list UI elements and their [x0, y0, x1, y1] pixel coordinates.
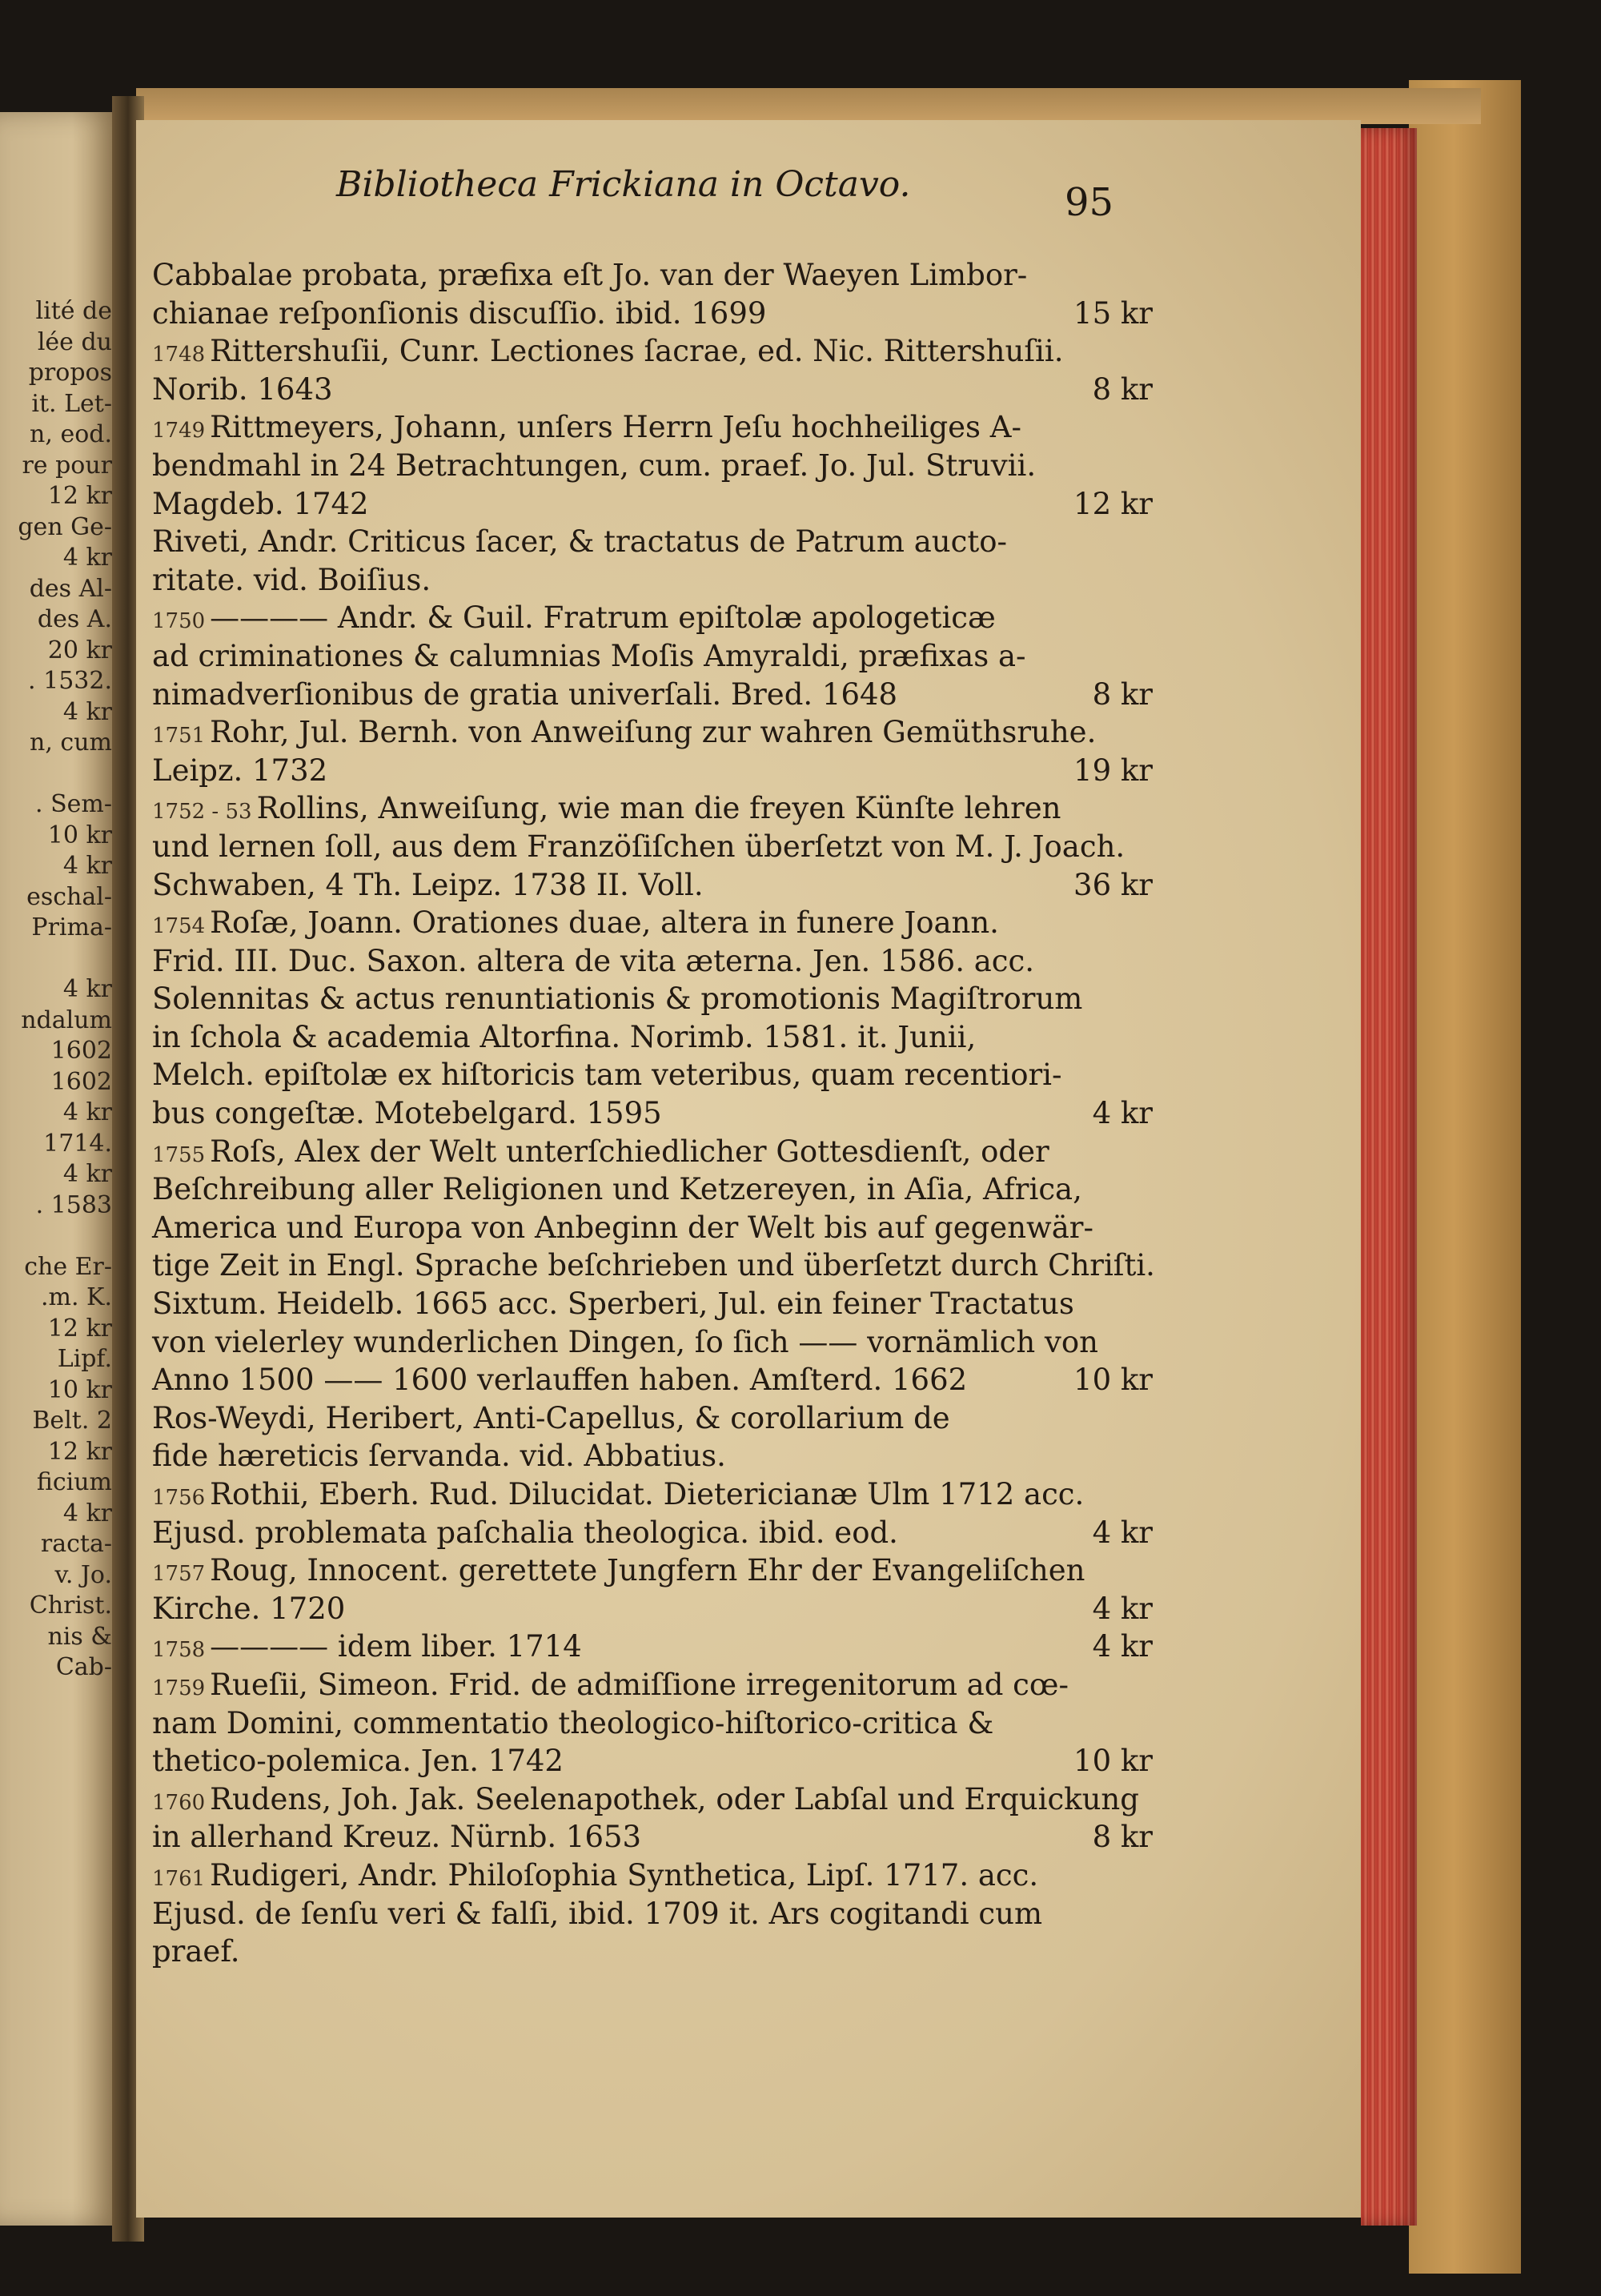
line-text-wrap [152, 1437, 726, 1475]
entry-price: 10 kr [1073, 1744, 1153, 1779]
catalog-line [152, 904, 1153, 942]
line-text: chianae reſponſionis discuſſio. ibid. 1699 [152, 295, 767, 331]
line-text-wrap [152, 1209, 1093, 1247]
catalog-line [152, 1666, 1153, 1704]
catalog-line [152, 1514, 1153, 1552]
line-text-wrap [152, 1895, 1042, 1933]
previous-page-line: . 1583 [35, 1190, 112, 1219]
line-text: von vielerley wunderlichen Dingen, ſo ſich —— vornämlich von [152, 1324, 1098, 1359]
line-text-wrap [152, 1856, 1038, 1899]
line-text-wrap [152, 1094, 662, 1133]
catalog-line [152, 789, 1153, 828]
catalog-line [152, 980, 1153, 1018]
line-text: in allerhand Kreuz. Nürnb. 1653 [152, 1820, 642, 1855]
line-text-wrap [152, 904, 999, 946]
line-text-wrap [152, 1285, 1074, 1323]
catalog-line [152, 1285, 1153, 1323]
previous-page-line: Christ. [29, 1592, 112, 1620]
catalog-line [152, 1742, 1153, 1780]
line-text-wrap [152, 713, 1096, 756]
line-text-wrap [152, 1133, 1049, 1175]
previous-page-line: 12 kr [47, 1314, 112, 1343]
line-text: und lernen ſoll, aus dem Franzöſiſchen überſetzt von M. J. Joach. [152, 829, 1126, 864]
catalog-line [152, 1056, 1153, 1094]
line-text: ad criminationes & calumnias Moſis Amyraldi, præfixas a- [152, 638, 1026, 673]
entry-number: 1761 [152, 1866, 206, 1891]
previous-page-line: Belt. 2 [32, 1407, 112, 1435]
line-text-wrap [152, 1018, 976, 1057]
line-text-wrap [152, 1933, 239, 1971]
catalog-line [152, 1590, 1153, 1628]
entry-number: 1748 [152, 343, 206, 367]
line-text: Rudigeri, Andr. Philoſophia Synthetica, Lipſ. 1717. acc. [210, 1857, 1039, 1893]
entry-price: 4 kr [1092, 1629, 1153, 1664]
line-text: Rueſii, Simeon. Frid. de admiſſione irregenitorum ad cœ- [210, 1667, 1069, 1702]
line-text: America und Europa von Anbeginn der Welt bis auf gegenwär- [152, 1210, 1093, 1245]
line-text: nimadverſionibus de gratia univerſali. Bred. 1648 [152, 676, 898, 712]
line-text-wrap [152, 408, 1021, 451]
previous-page-line: . 1532. [28, 667, 112, 695]
line-text-wrap [152, 1056, 1062, 1094]
entry-number: 1752 - 53 [152, 800, 252, 825]
line-text: Roſæ, Joann. Orationes duae, altera in funere Joann. [210, 905, 999, 941]
line-text-wrap [152, 1704, 993, 1743]
entry-price: 36 kr [1073, 867, 1153, 902]
catalog-line [152, 1323, 1153, 1362]
previous-page-line: ndalum [21, 1006, 112, 1034]
line-text-wrap [152, 1399, 950, 1438]
line-text-wrap [152, 485, 369, 524]
line-text: ———— idem liber. 1714 [210, 1629, 582, 1664]
line-text-wrap [152, 676, 897, 714]
catalog-line [152, 447, 1153, 485]
line-text: Rudens, Joh. Jak. Seelenapothek, oder Labſal und Erquickung [210, 1781, 1139, 1816]
line-text-wrap [152, 752, 327, 790]
previous-page-line: n, eod. [30, 420, 112, 448]
catalog-line [152, 371, 1153, 409]
line-text-wrap [152, 295, 766, 333]
running-header: Bibliotheca Frickiana in Octavo. [336, 164, 911, 205]
line-text: in ſchola & academia Altorfina. Norimb. 1581. it. Junii, [152, 1019, 977, 1054]
catalog-line [152, 599, 1153, 637]
previous-page-line: .m. K. [40, 1283, 112, 1311]
page-edges [1361, 128, 1417, 2226]
entry-price: 8 kr [1092, 371, 1153, 407]
previous-page-line: it. Let- [31, 389, 112, 418]
entry-price: 4 kr [1092, 1591, 1153, 1626]
previous-page [0, 112, 120, 2226]
catalog-line [152, 1094, 1153, 1133]
catalog-line [152, 1209, 1153, 1247]
catalog-entries [152, 256, 1153, 1971]
line-text: Ejusd. de ſenſu veri & falſi, ibid. 1709 it. Ars cogitandi cum [152, 1896, 1043, 1931]
catalog-line [152, 256, 1153, 295]
line-text: Schwaben, 4 Th. Leipz. 1738 II. Voll. [152, 867, 704, 902]
entry-price: 15 kr [1073, 295, 1153, 331]
previous-page-line: ficium [36, 1468, 112, 1496]
previous-page-line: lité de [35, 297, 112, 325]
line-text-wrap [152, 980, 1082, 1018]
entry-price: 8 kr [1092, 1820, 1153, 1855]
catalog-line [152, 828, 1153, 866]
previous-page-line: 10 kr [47, 821, 112, 849]
entry-number: 1750 [152, 609, 206, 634]
line-text: Roſs, Alex der Welt unterſchiedlicher Gottesdienſt, oder [210, 1134, 1049, 1169]
line-text-wrap [152, 1246, 1155, 1285]
line-text: tige Zeit in Engl. Sprache beſchrieben und überſetzt durch Chriſti. [152, 1248, 1155, 1283]
previous-page-line: des A. [37, 605, 112, 633]
entry-number: 1757 [152, 1562, 206, 1587]
catalog-line [152, 485, 1153, 524]
entry-price: 8 kr [1092, 676, 1153, 712]
catalog-line [152, 713, 1153, 752]
line-text-wrap [152, 828, 1125, 866]
line-text-wrap [152, 637, 1026, 676]
previous-page-line: Prima- [31, 913, 112, 941]
previous-page-line: des Al- [29, 574, 112, 603]
catalog-line [152, 561, 1153, 600]
line-text-wrap [152, 561, 431, 600]
book-cover-top [136, 88, 1481, 124]
line-text: ritate. vid. Boiſius. [152, 562, 431, 597]
entry-number: 1759 [152, 1676, 206, 1700]
catalog-line [152, 752, 1153, 790]
catalog-line [152, 866, 1153, 905]
entry-number: 1749 [152, 419, 206, 444]
previous-page-line: che Er- [24, 1252, 112, 1281]
line-text: Sixtum. Heidelb. 1665 acc. Sperberi, Jul. ein feiner Tractatus [152, 1286, 1074, 1322]
line-text: thetico-polemica. Jen. 1742 [152, 1744, 564, 1779]
entry-price: 12 kr [1073, 486, 1153, 521]
catalog-line [152, 1475, 1153, 1514]
catalog-line [152, 1895, 1153, 1933]
line-text: Kirche. 1720 [152, 1591, 346, 1626]
previous-page-line: . Sem- [35, 790, 112, 818]
entry-number: 1758 [152, 1638, 206, 1663]
previous-page-line [0, 944, 118, 975]
line-text: bendmahl in 24 Betrachtungen, cum. praef. Jo. Jul. Struvii. [152, 448, 1037, 483]
previous-page-line: gen Ge- [18, 512, 112, 541]
line-text-wrap [152, 1628, 582, 1670]
line-text-wrap [152, 1666, 1069, 1708]
line-text: Rittmeyers, Johann, unſers Herrn Jeſu hochheiliges A- [210, 410, 1022, 445]
line-text: bus congeſtæ. Motebelgard. 1595 [152, 1096, 662, 1131]
line-text-wrap [152, 942, 1034, 981]
previous-page-line: 4 kr [62, 544, 112, 572]
line-text-wrap [152, 1780, 1139, 1823]
line-text: fide hæreticis ſervanda. vid. Abbatius. [152, 1439, 726, 1474]
catalog-line [152, 1133, 1153, 1171]
entry-price: 4 kr [1092, 1096, 1153, 1131]
catalog-line [152, 1246, 1153, 1285]
previous-page-line: eschal- [26, 882, 112, 911]
previous-page-line: 20 kr [47, 636, 112, 664]
catalog-line [152, 1856, 1153, 1895]
line-text: Magdeb. 1742 [152, 486, 369, 521]
book-cover [1409, 80, 1521, 2274]
catalog-line [152, 1170, 1153, 1209]
previous-page-line [0, 759, 118, 790]
line-text-wrap [152, 1514, 898, 1552]
line-text-wrap [152, 371, 333, 409]
entry-price: 4 kr [1092, 1515, 1153, 1550]
entry-number: 1755 [152, 1142, 206, 1167]
line-text-wrap [152, 1323, 1098, 1362]
previous-page-line: racta- [40, 1530, 112, 1558]
previous-page-line: 4 kr [62, 697, 112, 726]
previous-page-line: Cab- [55, 1653, 112, 1681]
line-text: Riveti, Andr. Criticus ſacer, & tractatus de Patrum aucto- [152, 524, 1007, 560]
previous-page-line: v. Jo. [54, 1560, 112, 1589]
entry-number: 1760 [152, 1790, 206, 1815]
catalog-line [152, 1780, 1153, 1819]
line-text: Beſchreibung aller Religionen und Ketzereyen, in Aſia, Africa, [152, 1172, 1082, 1207]
previous-page-line: 10 kr [47, 1375, 112, 1404]
line-text-wrap [152, 447, 1036, 485]
line-text-wrap [152, 1170, 1082, 1209]
previous-page-line: 12 kr [47, 482, 112, 510]
previous-page-line: 4 kr [62, 852, 112, 880]
previous-page-line: re pour [22, 451, 112, 480]
line-text-wrap [152, 1551, 1085, 1594]
catalog-line [152, 676, 1153, 714]
entry-number: 1754 [152, 914, 206, 939]
line-text-wrap [152, 866, 704, 905]
line-text: Rollins, Anweiſung, wie man die freyen Künſte lehren [256, 791, 1061, 826]
catalog-line [152, 295, 1153, 333]
previous-page-line: propos [28, 359, 112, 387]
page-number: 95 [1065, 180, 1114, 225]
line-text: Frid. III. Duc. Saxon. altera de vita æterna. Jen. 1586. acc. [152, 943, 1035, 978]
entry-price: 19 kr [1073, 753, 1153, 788]
line-text: ———— Andr. & Guil. Fratrum epiſtolæ apologeticæ [210, 600, 996, 636]
catalog-line [152, 1704, 1153, 1743]
previous-page-text [0, 296, 118, 1684]
entry-number: 1751 [152, 724, 206, 749]
catalog-line [152, 1361, 1153, 1399]
previous-page-line: 12 kr [47, 1437, 112, 1466]
previous-page-line: n, cum [30, 729, 112, 757]
catalog-line [152, 332, 1153, 371]
catalog-line [152, 1818, 1153, 1856]
catalog-line [152, 408, 1153, 447]
line-text: Solennitas & actus renuntiationis & promotionis Magiſtrorum [152, 981, 1083, 1017]
line-text: Roug, Innocent. gerettete Jungfern Ehr der Evangeliſchen [210, 1553, 1085, 1588]
previous-page-line: 4 kr [62, 1499, 112, 1527]
line-text-wrap [152, 1818, 641, 1856]
line-text: Rothii, Eberh. Rud. Dilucidat. Dietericianæ Ulm 1712 acc. [210, 1477, 1085, 1511]
line-text: Ros-Weydi, Heribert, Anti-Capellus, & corollarium de [152, 1400, 950, 1435]
previous-page-line: Lipf. [57, 1345, 112, 1373]
line-text: Cabbalae probata, præfixa eſt Jo. van der Waeyen Limbor- [152, 258, 1028, 292]
catalog-line [152, 1551, 1153, 1590]
line-text-wrap [152, 789, 1061, 832]
line-text: Norib. 1643 [152, 371, 333, 407]
catalog-line [152, 523, 1153, 561]
catalog-line [152, 1437, 1153, 1475]
previous-page-line: 1602 [50, 1037, 112, 1065]
line-text: praef. [152, 1934, 240, 1969]
previous-page-line: 1714. [43, 1129, 112, 1158]
previous-page-line: lée du [37, 327, 112, 356]
line-text-wrap [152, 256, 1027, 295]
line-text-wrap [152, 599, 996, 641]
catalog-line [152, 1018, 1153, 1057]
catalog-line [152, 1933, 1153, 1971]
line-text: Ejusd. problemata paſchalia theologica. ibid. eod. [152, 1515, 898, 1550]
line-text: Leipz. 1732 [152, 753, 328, 788]
previous-page-line: 4 kr [62, 1160, 112, 1188]
catalog-line [152, 637, 1153, 676]
catalog-line [152, 1399, 1153, 1438]
previous-page-line [0, 1221, 118, 1252]
line-text-wrap [152, 1742, 564, 1780]
catalog-line [152, 1628, 1153, 1666]
previous-page-line: nis & [47, 1622, 112, 1651]
line-text-wrap [152, 523, 1007, 561]
entry-price: 10 kr [1073, 1363, 1153, 1398]
line-text-wrap [152, 1475, 1084, 1518]
entry-number: 1756 [152, 1486, 206, 1510]
catalog-line [152, 942, 1153, 981]
previous-page-line: 4 kr [62, 975, 112, 1003]
line-text: Melch. epiſtolæ ex hiſtoricis tam veteribus, quam recentiori- [152, 1058, 1062, 1093]
line-text: Anno 1500 —— 1600 verlauffen haben. Amſterd. 1662 [152, 1363, 968, 1398]
previous-page-line: 1602 [50, 1067, 112, 1096]
line-text: Rittershuſii, Cunr. Lectiones ſacrae, ed. Nic. Rittershuſii. [210, 334, 1064, 369]
line-text-wrap [152, 332, 1063, 375]
previous-page-line: 4 kr [62, 1098, 112, 1126]
line-text: Rohr, Jul. Bernh. von Anweiſung zur wahren Gemüthsruhe. [210, 715, 1097, 750]
line-text-wrap [152, 1361, 967, 1399]
line-text-wrap [152, 1590, 345, 1628]
line-text: nam Domini, commentatio theologico-hiſtorico-critica & [152, 1705, 994, 1740]
